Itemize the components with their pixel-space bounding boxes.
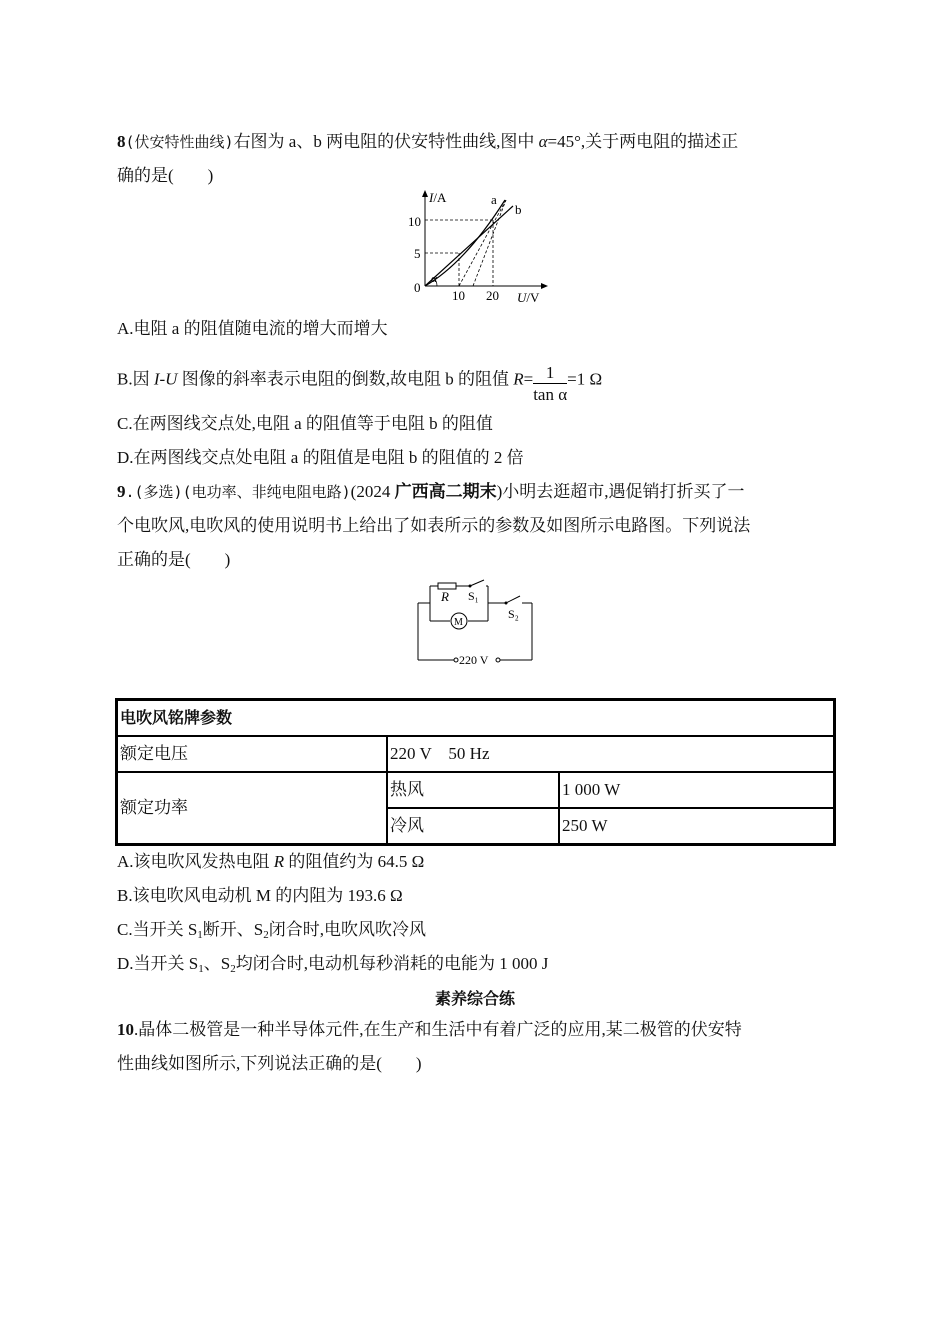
- q9-stem-text: 小明去逛超市,遇促销打折买了一: [502, 482, 745, 501]
- label-m: M: [454, 617, 463, 628]
- q9-option-d: [117, 953, 548, 975]
- q8-option-a: A.电阻 a 的阻值随电流的增大而增大: [117, 319, 388, 338]
- table-row: [117, 736, 835, 772]
- q9-opta-text-b: 的阻值约为 64.5 Ω: [284, 852, 425, 871]
- q9-optc-text-c: 闭合时,电吹风吹冷风: [268, 920, 427, 939]
- q8-optb-text-b: 图像的斜率表示电阻的倒数,故电阻 b 的阻值: [177, 369, 514, 389]
- q10-stem-text: .晶体二极管是一种半导体元件,在生产和生活中有着广泛的应用,某二极管的伏安特: [134, 1020, 742, 1039]
- rated-voltage-value: 220 V 50 Hz: [387, 736, 835, 772]
- dash-diag-b: [473, 200, 506, 286]
- q10-stem-line2: 性曲线如图所示,下列说法正确的是( ): [117, 1054, 422, 1073]
- dash-diag-a: [459, 200, 506, 286]
- q8-alpha: α: [538, 132, 548, 151]
- switch-s1: [470, 580, 484, 586]
- q9-option-c: [117, 919, 426, 941]
- q8-option-d: D.在两图线交点处电阻 a 的阻值是电阻 b 的阻值的 2 倍: [117, 448, 524, 467]
- q9-optc-sub1: 1: [197, 929, 203, 941]
- hairdryer-spec-table: [115, 698, 836, 846]
- q9-source-a: (2024: [350, 482, 395, 501]
- q9-opta-r: R: [273, 852, 285, 871]
- q10-number: 10: [117, 1020, 134, 1039]
- hot-air-value: 1 000 W: [559, 772, 835, 808]
- q9-circuit-diagram: [412, 578, 540, 670]
- q8-tag: (伏安特性曲线): [125, 133, 234, 151]
- q9-source-c: ): [496, 482, 503, 501]
- q9-optc-text-a: C.当开关 S: [117, 920, 198, 939]
- label-r: R: [441, 589, 449, 604]
- q9-tag: .(多选)(电功率、非纯电阻电路): [125, 483, 351, 501]
- q9-opta-text-a: A.该电吹风发热电阻: [117, 852, 274, 871]
- q9-number: 9: [117, 482, 126, 501]
- label-voltage: 220 V: [459, 653, 489, 667]
- q9-optd-text-a: D.当开关 S: [117, 954, 199, 973]
- fraction-denominator: tan α: [533, 385, 568, 404]
- q10-stem-line1: [117, 1019, 742, 1041]
- curve-b: [425, 206, 513, 286]
- q8-stem-text-a: 右图为 a、b 两电阻的伏安特性曲线,图中: [233, 132, 539, 151]
- q9-stem-line1: [117, 481, 745, 503]
- rated-voltage-label: 额定电压: [117, 736, 388, 772]
- q8-stem-line1: [117, 131, 738, 153]
- q9-stem-line2: 个电吹风,电吹风的使用说明书上给出了如表所示的参数及如图所示电路图。下列说法: [117, 516, 751, 535]
- x-axis-arrow: [541, 283, 548, 289]
- q8-optb-iu: I-U: [153, 369, 178, 389]
- q8-optb-fraction: [533, 363, 567, 406]
- y-tick-5: 5: [414, 246, 421, 261]
- q9-optd-sub1: 1: [198, 963, 204, 975]
- q9-option-b: B.该电吹风电动机 M 的内阻为 193.6 Ω: [117, 886, 403, 905]
- table-row: [117, 700, 835, 737]
- x-tick-20: 20: [486, 288, 499, 303]
- label-s2: S₂: [508, 607, 519, 621]
- curve-a-label: a: [491, 192, 497, 207]
- x-tick-10: 10: [452, 288, 465, 303]
- y-tick-0: 0: [414, 280, 421, 295]
- terminal-right: [496, 658, 500, 662]
- y-tick-10: 10: [408, 214, 421, 229]
- q8-stem-text-b: =45°,关于两电阻的描述正: [547, 132, 739, 151]
- q8-option-c: C.在两图线交点处,电阻 a 的阻值等于电阻 b 的阻值: [117, 414, 493, 433]
- q8-stem-line2: 确的是( ): [117, 166, 214, 185]
- table-title: 电吹风铭牌参数: [117, 700, 835, 737]
- q9-optc-text-b: 断开、S: [202, 920, 264, 939]
- q8-optb-text-a: B.因: [117, 369, 154, 389]
- angle-label: α: [431, 273, 437, 285]
- q9-optd-text-c: 均闭合时,电动机每秒消耗的电能为 1 000 J: [235, 954, 549, 973]
- q9-stem-line3: 正确的是( ): [117, 550, 231, 569]
- terminal-left: [454, 658, 458, 662]
- q9-source-b: 广西高二期末: [394, 482, 497, 502]
- y-axis-arrow: [422, 190, 428, 197]
- table-row: [117, 772, 835, 808]
- q9-optc-sub2: 2: [263, 929, 269, 941]
- y-axis-label: I/A: [429, 190, 447, 205]
- q8-optb-eq: =: [523, 369, 534, 389]
- label-s1: S₁: [468, 589, 479, 603]
- hot-air-label: 热风: [387, 772, 559, 808]
- cold-air-value: 250 W: [559, 808, 835, 845]
- cold-air-label: 冷风: [387, 808, 559, 845]
- q8-iu-graph: [405, 188, 555, 308]
- curve-b-label: b: [515, 202, 522, 217]
- q9-optd-sub2: 2: [230, 963, 236, 975]
- q9-option-a: [117, 851, 424, 873]
- q8-option-b: [117, 359, 602, 402]
- section-title: 素养综合练: [434, 989, 515, 1008]
- x-axis-label: U/V: [517, 290, 540, 305]
- q9-optd-text-b: 、S: [203, 954, 231, 973]
- rated-power-label: 额定功率: [117, 772, 388, 845]
- q8-number: 8: [117, 132, 126, 151]
- q8-optb-tail: =1 Ω: [567, 369, 603, 389]
- switch-s2: [506, 596, 520, 603]
- fraction-numerator: 1: [533, 363, 567, 384]
- q8-optb-r: R: [513, 369, 524, 389]
